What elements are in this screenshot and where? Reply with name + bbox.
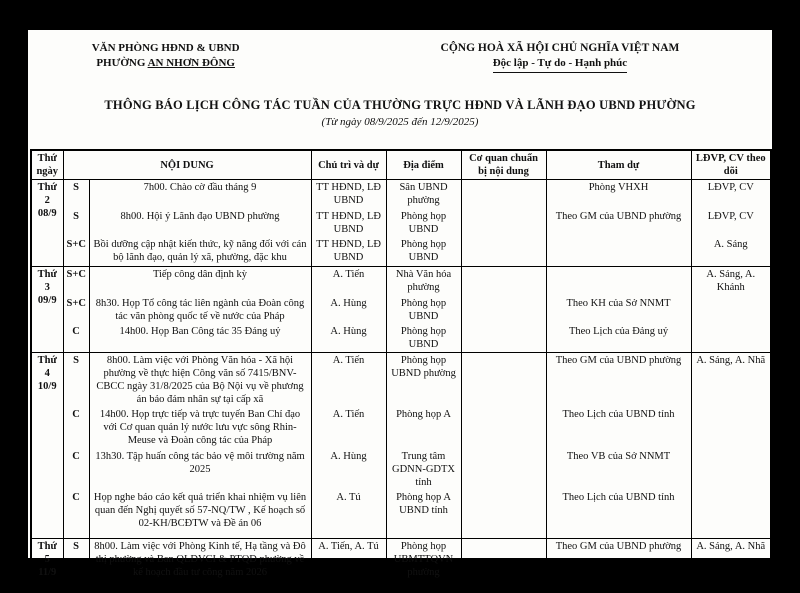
national-motto-line2: Độc lập - Tự do - Hạnh phúc bbox=[348, 56, 772, 73]
col-header-attendees: Tham dự bbox=[546, 150, 691, 180]
chair-cell: TT HĐND, LĐ UBND bbox=[311, 180, 386, 210]
table-row bbox=[31, 407, 771, 449]
col-header-day: Thứ ngày bbox=[31, 150, 63, 180]
prep-agency-cell bbox=[461, 539, 546, 593]
follow-up-cell bbox=[691, 490, 771, 539]
follow-up-cell: A. Sáng, A. Khánh bbox=[691, 267, 771, 297]
session-cell: S bbox=[63, 539, 89, 593]
content-cell: Tiếp công dân định kỳ bbox=[89, 267, 311, 297]
session-cell: S+C bbox=[63, 267, 89, 297]
table-row bbox=[31, 180, 771, 210]
content-cell: 8h00. Làm việc với Phòng Kinh tế, Hạ tầng và Đô thị phường và Ban QLDVCI & PTQĐ phường về kế hoạch đầu tư công năm 2026 bbox=[89, 539, 311, 593]
location-cell: Phòng họp A UBND tỉnh bbox=[386, 490, 461, 539]
prep-agency-cell bbox=[461, 490, 546, 539]
col-header-prep: Cơ quan chuẩn bị nội dung bbox=[461, 150, 546, 180]
attendees-cell: Theo Lịch của UBND tỉnh bbox=[546, 407, 691, 449]
attendees-cell: Theo GM của UBND phường bbox=[546, 209, 691, 237]
chair-cell: A. Tú bbox=[311, 490, 386, 539]
content-cell: 8h00. Hội ý Lãnh đạo UBND phường bbox=[89, 209, 311, 237]
table-row bbox=[31, 539, 771, 593]
col-header-content: NỘI DUNG bbox=[63, 150, 311, 180]
table-row bbox=[31, 267, 771, 297]
day-date: 08/9 bbox=[37, 208, 57, 219]
attendees-cell bbox=[546, 237, 691, 267]
session-cell: S bbox=[63, 180, 89, 210]
follow-up-cell: A. Sáng bbox=[691, 237, 771, 267]
day-date: 11/9 bbox=[38, 567, 57, 578]
date-range: (Từ ngày 08/9/2025 đến 12/9/2025) bbox=[321, 116, 479, 128]
content-cell: 14h00. Họp Ban Công tác 35 Đảng uỷ bbox=[89, 324, 311, 353]
prep-agency-cell bbox=[461, 209, 546, 237]
chair-cell: A. Tiến bbox=[311, 267, 386, 297]
day-cell bbox=[31, 539, 63, 593]
chair-cell: A. Hùng bbox=[311, 296, 386, 324]
chair-cell: A. Tiến bbox=[311, 353, 386, 408]
location-cell: Phòng họp UBND bbox=[386, 324, 461, 353]
content-cell: 14h00. Họp trực tiếp và trực tuyến Ban Chỉ đạo với Cơ quan quản lý nước lưu vực sông Rhin-Meuse và Đoàn công tác của Pháp bbox=[89, 407, 311, 449]
content-cell: 13h30. Tập huấn công tác bảo vệ môi trường năm 2025 bbox=[89, 449, 311, 490]
day-cell bbox=[31, 353, 63, 539]
day-label: Thứ 4 bbox=[37, 355, 57, 379]
location-cell: Trung tâm GDNN-GDTX tỉnh bbox=[386, 449, 461, 490]
location-cell: Nhà Văn hóa phường bbox=[386, 267, 461, 297]
session-cell: S+C bbox=[63, 237, 89, 267]
follow-up-cell: LĐVP, CV bbox=[691, 209, 771, 237]
follow-up-cell: A. Sáng, A. Nhã bbox=[691, 353, 771, 408]
attendees-cell: Theo VB của Sở NNMT bbox=[546, 449, 691, 490]
ward-name: AN NHƠN ĐÔNG bbox=[147, 57, 235, 69]
follow-up-cell bbox=[691, 296, 771, 324]
header-row bbox=[31, 150, 771, 180]
session-cell: C bbox=[63, 407, 89, 449]
page-title: THÔNG BÁO LỊCH CÔNG TÁC TUẦN CỦA THƯỜNG TRỰC HĐND VÀ LÃNH ĐẠO UBND PHƯỜNG bbox=[104, 98, 696, 112]
col-header-follow: LĐVP, CV theo dõi bbox=[691, 150, 771, 180]
table-row bbox=[31, 353, 771, 408]
table-row bbox=[31, 324, 771, 353]
prep-agency-cell bbox=[461, 267, 546, 297]
content-cell: 8h00. Làm việc với Phòng Văn hóa - Xã hội phường về thực hiện Công văn số 7415/BNV-CBCC ngày 31/8/2025 của Bộ Nội vụ về phương án bảo đảm nhân sự tại cấp xã bbox=[89, 353, 311, 408]
prep-agency-cell bbox=[461, 180, 546, 210]
col-header-chair: Chủ trì và dự bbox=[311, 150, 386, 180]
follow-up-cell: LĐVP, CV bbox=[691, 180, 771, 210]
col-header-location: Địa điểm bbox=[386, 150, 461, 180]
session-cell: S bbox=[63, 209, 89, 237]
location-cell: Phòng họp UBMTTQVN phường bbox=[386, 539, 461, 593]
location-cell: Sân UBND phường bbox=[386, 180, 461, 210]
session-cell: C bbox=[63, 449, 89, 490]
table-header bbox=[31, 150, 771, 180]
table-row bbox=[31, 449, 771, 490]
location-cell: Phòng họp UBND phường bbox=[386, 353, 461, 408]
day-cell bbox=[31, 267, 63, 353]
office-line1: VĂN PHÒNG HĐND & UBND bbox=[91, 42, 240, 54]
follow-up-cell bbox=[691, 324, 771, 353]
attendees-cell: Theo Lịch của Đảng uỷ bbox=[546, 324, 691, 353]
session-cell: S+C bbox=[63, 296, 89, 324]
table-body bbox=[31, 180, 771, 593]
table-row bbox=[31, 296, 771, 324]
table-row bbox=[31, 490, 771, 539]
attendees-cell: Theo GM của UBND phường bbox=[546, 353, 691, 408]
attendees-cell: Theo KH của Sở NNMT bbox=[546, 296, 691, 324]
office-line2: PHƯỜNG AN NHƠN ĐÔNG bbox=[96, 57, 235, 69]
day-date: 10/9 bbox=[37, 381, 57, 392]
content-cell: Họp nghe báo cáo kết quả triển khai nhiệm vụ liên quan đến Nghị quyết số 57-NQ/TW , Kế hoạch số 02-KH/BCĐTW và Đề án 06 bbox=[89, 490, 311, 539]
day-label: Thứ 2 bbox=[37, 182, 57, 206]
follow-up-cell bbox=[691, 407, 771, 449]
follow-up-cell: A. Sáng, A. Nhã bbox=[691, 539, 771, 593]
day-date: 09/9 bbox=[37, 295, 57, 306]
prep-agency-cell bbox=[461, 296, 546, 324]
attendees-cell bbox=[546, 267, 691, 297]
document-page bbox=[28, 30, 772, 578]
session-cell: C bbox=[63, 490, 89, 539]
prep-agency-cell bbox=[461, 237, 546, 267]
issuing-office bbox=[28, 41, 303, 73]
schedule-table bbox=[30, 149, 772, 593]
location-cell: Phòng họp UBND bbox=[386, 209, 461, 237]
attendees-cell: Theo GM của UBND phường bbox=[546, 539, 691, 593]
content-cell: Bồi dưỡng cập nhật kiến thức, kỹ năng đối với cán bộ lãnh đạo, quản lý xã, phường, đặc khu bbox=[89, 237, 311, 267]
content-cell: 7h00. Chào cờ đầu tháng 9 bbox=[89, 180, 311, 210]
table-row bbox=[31, 237, 771, 267]
attendees-cell: Theo Lịch của UBND tỉnh bbox=[546, 490, 691, 539]
national-motto-line1: CỘNG HOÀ XÃ HỘI CHỦ NGHĨA VIỆT NAM bbox=[440, 42, 680, 54]
prep-agency-cell bbox=[461, 324, 546, 353]
attendees-cell: Phòng VHXH bbox=[546, 180, 691, 210]
day-cell bbox=[31, 180, 63, 267]
prep-agency-cell bbox=[461, 407, 546, 449]
session-cell: S bbox=[63, 353, 89, 408]
follow-up-cell bbox=[691, 449, 771, 490]
session-cell: C bbox=[63, 324, 89, 353]
chair-cell: TT HĐND, LĐ UBND bbox=[311, 237, 386, 267]
day-label: Thứ 3 bbox=[37, 269, 57, 293]
prep-agency-cell bbox=[461, 353, 546, 408]
letterhead bbox=[28, 30, 772, 73]
chair-cell: A. Hùng bbox=[311, 449, 386, 490]
chair-cell: A. Tiến, A. Tú bbox=[311, 539, 386, 593]
prep-agency-cell bbox=[461, 449, 546, 490]
location-cell: Phòng họp UBND bbox=[386, 296, 461, 324]
national-header bbox=[348, 41, 772, 73]
chair-cell: A. Tiến bbox=[311, 407, 386, 449]
day-label: Thứ 5 bbox=[37, 541, 57, 565]
table-row bbox=[31, 209, 771, 237]
chair-cell: TT HĐND, LĐ UBND bbox=[311, 209, 386, 237]
content-cell: 8h30. Họp Tổ công tác liên ngành của Đoàn công tác văn phòng quốc tế về nước của Pháp bbox=[89, 296, 311, 324]
location-cell: Phòng họp UBND bbox=[386, 237, 461, 267]
location-cell: Phòng họp A bbox=[386, 407, 461, 449]
chair-cell: A. Hùng bbox=[311, 324, 386, 353]
